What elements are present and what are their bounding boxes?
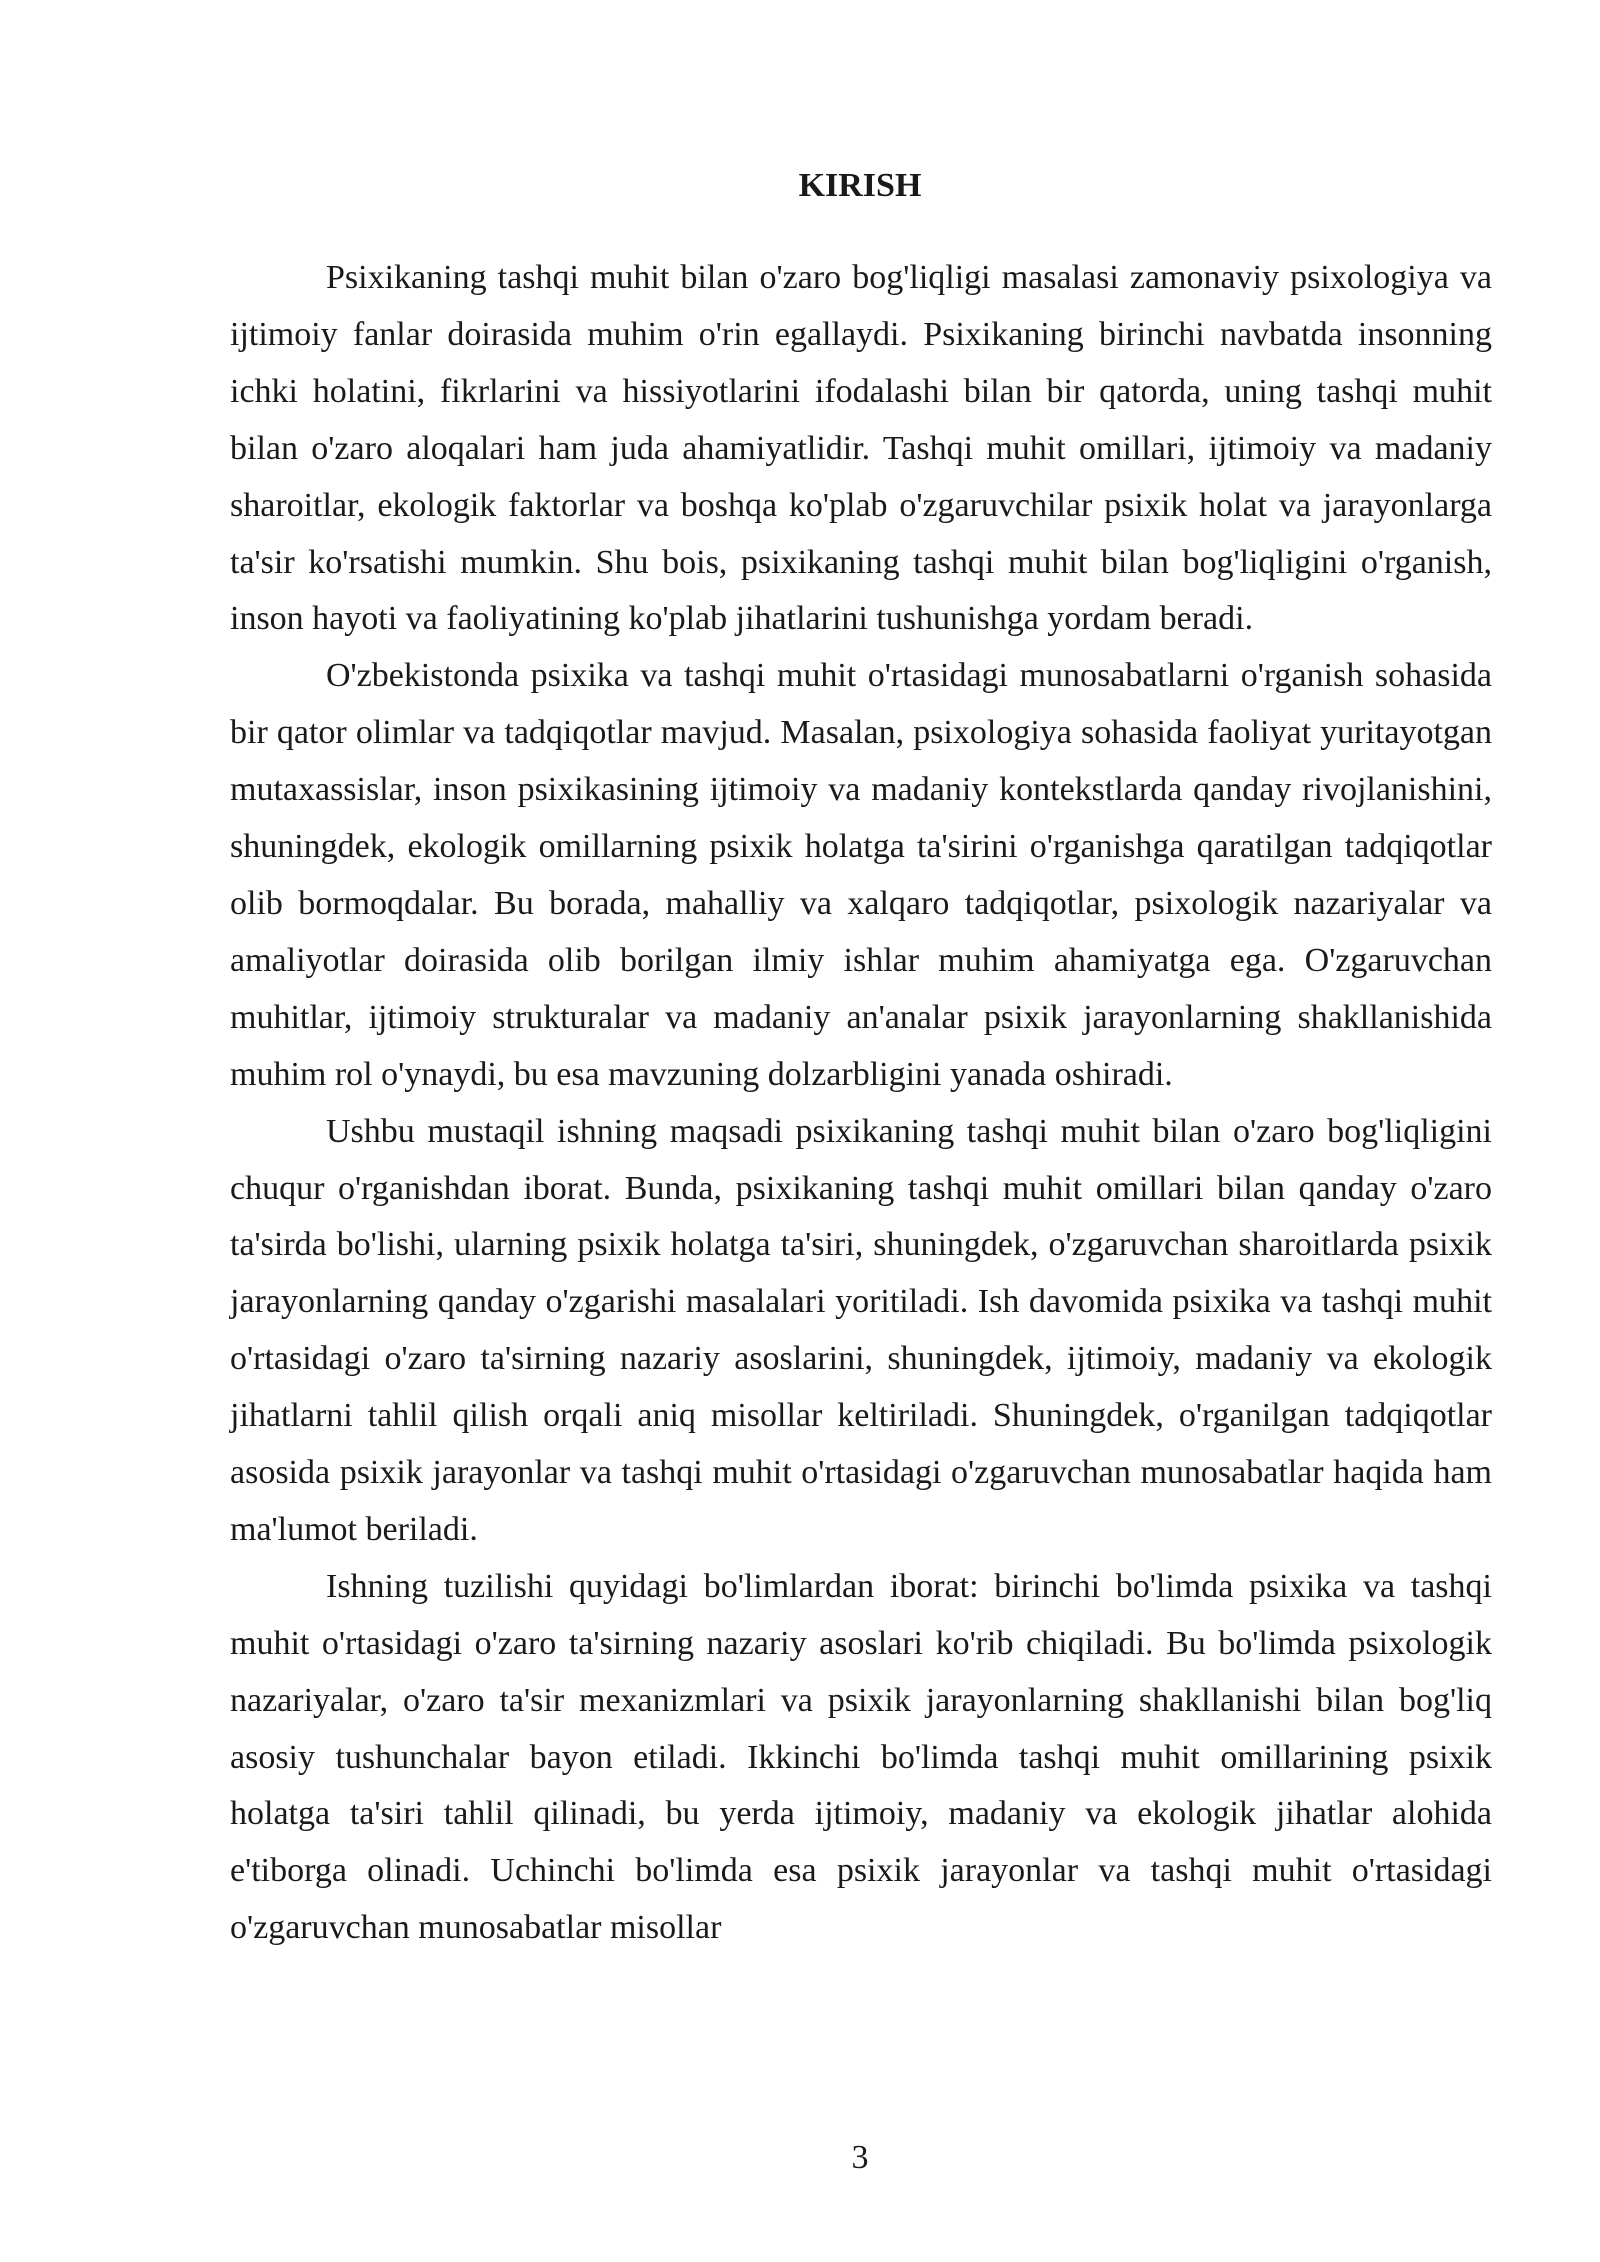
paragraph-3: Ushbu mustaqil ishning maqsadi psixikaning tashqi muhit bilan o'zaro bog'liqligini chuqur o'rganishdan iborat. Bunda, psixikaning tashqi muhit omillari bilan qanday o'zaro ta'sirda bo'lishi, ularning psixik holatga ta'siri, shuningdek, o'zgaruvchan sharoitlarda psixik jarayonlarning qanday o'zgarishi masalalari yoritiladi. Ish davomida psixika va tashqi muhit o'rtasidagi o'zaro ta'sirning nazariy asoslarini, shuningdek, ijtimoiy, madaniy va ekologik jihatlarni tahlil qilish orqali aniq misollar keltiriladi. Shuningdek, o'rganilgan tadqiqotlar asosida psixik jarayonlar va tashqi muhit o'rtasidagi o'zgaruvchan munosabatlar haqida ham ma'lumot beriladi.: [230, 1112, 1492, 1548]
paragraph-2: O'zbekistonda psixika va tashqi muhit o'rtasidagi munosabatlarni o'rganish sohasida bir qator olimlar va tadqiqotlar mavjud. Masalan, psixologiya sohasida faoliyat yuritayotgan mutaxassislar, inson psixikasining ijtimoiy va madaniy kontekstlarda qanday rivojlanishini, shuningdek, ekologik omillarning psixik holatga ta'sirini o'rganishga qaratilgan tadqiqotlar olib bormoqdalar. Bu borada, mahalliy va xalqaro tadqiqotlar, psixologik nazariyalar va amaliyotlar doirasida olib borilgan ilmiy ishlar muhim ahamiyatga ega. O'zgaruvchan muhitlar, ijtimoiy strukturalar va madaniy an'analar psixik jarayonlarning shakllanishida muhim rol o'ynaydi, bu esa mavzuning dolzarbligini yanada oshiradi.: [230, 657, 1492, 1093]
page-title: KIRISH: [798, 167, 922, 204]
page-number: 3: [851, 2139, 869, 2176]
paragraph-4: Ishning tuzilishi quyidagi bo'limlardan iborat: birinchi bo'limda psixika va tashqi muhit o'rtasidagi o'zaro ta'sirning nazariy asoslari ko'rib chiqiladi. Bu bo'limda psixologik nazariyalar, o'zaro ta'sir mexanizmlari va psixik jarayonlarning shakllanishi bilan bog'liq asosiy tushunchalar bayon etiladi. Ikkinchi bo'limda tashqi muhit omillarining psixik holatga ta'siri tahlil qilinadi, bu yerda ijtimoiy, madaniy va ekologik jihatlar alohida e'tiborga olinadi. Uchinchi bo'limda esa psixik jarayonlar va tashqi muhit o'rtasidagi o'zgaruvchan munosabatlar misollar: [230, 1567, 1492, 1947]
body-text: [230, 250, 1492, 1957]
paragraph-1: Psixikaning tashqi muhit bilan o'zaro bog'liqligi masalasi zamonaviy psixologiya va ijtimoiy fanlar doirasida muhim o'rin egallaydi. Psixikaning birinchi navbatda insonning ichki holatini, fikrlarini va hissiyotlarini ifodalashi bilan bir qatorda, uning tashqi muhit bilan o'zaro aloqalari ham juda ahamiyatlidir. Tashqi muhit omillari, ijtimoiy va madaniy sharoitlar, ekologik faktorlar va boshqa ko'plab o'zgaruvchilar psixik holat va jarayonlarga ta'sir ko'rsatishi mumkin. Shu bois, psixikaning tashqi muhit bilan bog'liqligini o'rganish, inson hayoti va faoliyatining ko'plab jihatlarini tushunishga yordam beradi.: [230, 259, 1492, 638]
